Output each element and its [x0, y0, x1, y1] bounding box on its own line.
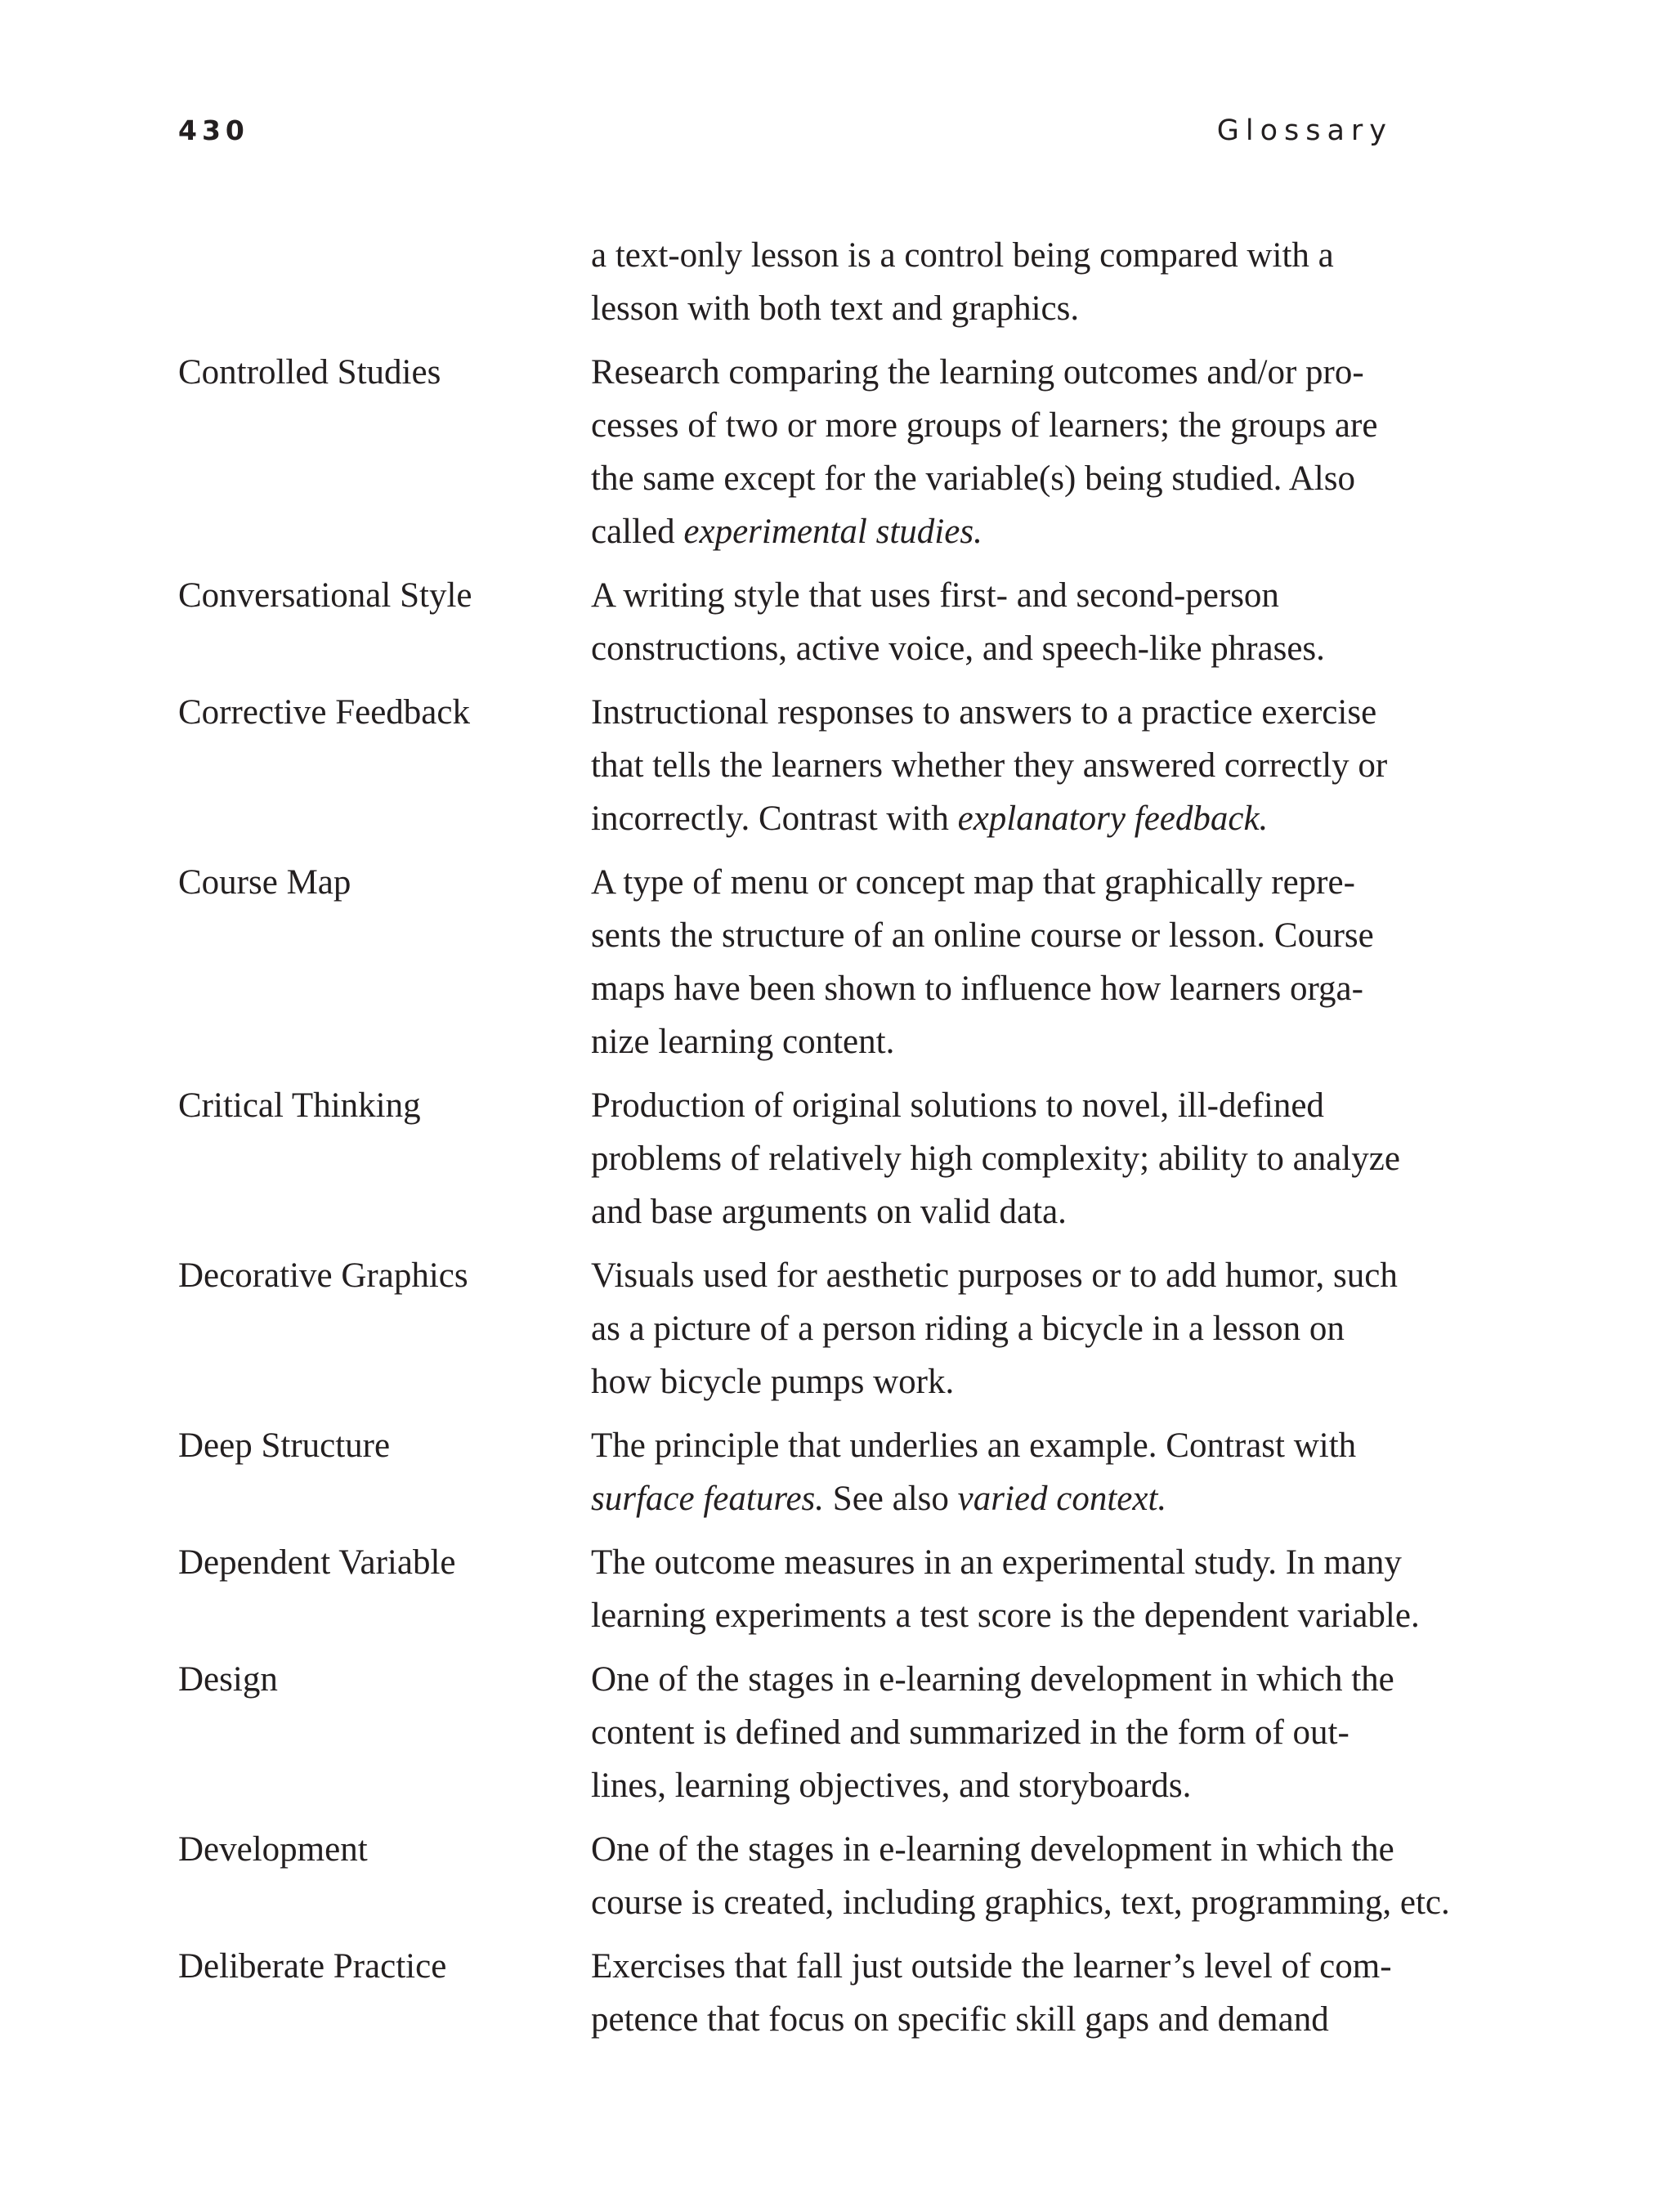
definition-text: See also	[824, 1480, 958, 1518]
glossary-definition	[591, 1653, 1396, 1812]
glossary-entry	[178, 1653, 1396, 1812]
glossary-entry	[178, 1823, 1450, 1929]
definition-text: A type of menu or concept map that graphically repre-	[591, 863, 1355, 902]
glossary-term: Development	[178, 1830, 368, 1869]
definition-text: Research comparing the learning outcomes and/or pro-	[591, 353, 1364, 392]
definition-line	[591, 1759, 1396, 1812]
glossary-term: Deliberate Practice	[178, 1947, 447, 1986]
definition-line	[591, 739, 1396, 792]
definition-text: called	[591, 513, 684, 551]
glossary-term: Critical Thinking	[178, 1086, 421, 1125]
glossary-definition	[591, 229, 1396, 335]
page-number: 430	[178, 114, 249, 146]
italic-text: surface features.	[591, 1480, 825, 1518]
definition-line	[591, 1355, 1396, 1408]
definition-text: A writing style that uses first- and second-person	[591, 576, 1279, 615]
italic-text: varied context.	[957, 1480, 1167, 1518]
definition-line	[591, 1419, 1396, 1472]
definition-line	[591, 1536, 1402, 1589]
glossary-term: Corrective Feedback	[178, 693, 470, 732]
glossary-entry	[178, 1940, 1396, 2046]
definition-line	[591, 1079, 1396, 1132]
definition-line	[591, 569, 1396, 622]
glossary-definition	[591, 569, 1396, 675]
definition-text: lines, learning objectives, and storyboards.	[591, 1766, 1192, 1805]
definition-line	[591, 856, 1396, 909]
definition-text: One of the stages in e-learning development in which the	[591, 1830, 1394, 1869]
glossary-definition	[591, 1536, 1420, 1642]
definition-text: The principle that underlies an example. Contrast with	[591, 1426, 1357, 1465]
glossary-definition	[591, 1419, 1396, 1525]
glossary-definition	[591, 1940, 1396, 2046]
definition-text: Production of original solutions to novel, ill-defined	[591, 1086, 1324, 1125]
glossary-term: Design	[178, 1660, 278, 1699]
glossary-entry	[178, 1249, 1396, 1408]
definition-line	[591, 1249, 1396, 1302]
glossary-definition	[591, 1079, 1400, 1238]
definition-text: sents the structure of an online course or lesson. Course	[591, 916, 1374, 955]
glossary-term: Dependent Variable	[178, 1543, 456, 1582]
definition-text: Visuals used for aesthetic purposes or to add humor, such	[591, 1256, 1398, 1295]
glossary-term: Decorative Graphics	[178, 1256, 468, 1295]
definition-line	[591, 1653, 1396, 1706]
glossary-entry	[178, 346, 1396, 558]
glossary-entry	[178, 686, 1396, 845]
definition-text: incorrectly. Contrast with	[591, 799, 958, 838]
definition-line	[591, 282, 1396, 335]
definition-line	[591, 1940, 1396, 1993]
definition-line	[591, 1823, 1396, 1876]
glossary-definition	[591, 1249, 1396, 1408]
definition-text: One of the stages in e-learning development in which the	[591, 1660, 1394, 1699]
definition-line	[591, 792, 1396, 845]
definition-line	[591, 1132, 1400, 1185]
definition-line	[591, 346, 1396, 399]
glossary-entry	[178, 856, 1396, 1068]
glossary-term: Course Map	[178, 863, 351, 902]
definition-text: cesses of two or more groups of learners; the groups are	[591, 406, 1378, 445]
glossary-entry	[178, 1419, 1396, 1525]
definition-text: constructions, active voice, and speech-like phrases.	[591, 629, 1325, 668]
running-head: Glossary	[1216, 114, 1393, 147]
definition-line	[591, 1993, 1396, 2046]
definition-line	[591, 1876, 1450, 1929]
definition-line	[591, 1589, 1420, 1642]
definition-text: maps have been shown to influence how learners orga-	[591, 969, 1363, 1008]
definition-text: as a picture of a person riding a bicycle in a lesson on	[591, 1310, 1345, 1348]
definition-text: that tells the learners whether they answered correctly or	[591, 746, 1388, 785]
definition-text: problems of relatively high complexity; ability to analyze	[591, 1140, 1400, 1178]
glossary-definition	[591, 856, 1396, 1068]
definition-text: content is defined and summarized in the form of out-	[591, 1713, 1349, 1752]
definition-text: lesson with both text and graphics.	[591, 289, 1080, 328]
definition-line	[591, 1706, 1396, 1759]
definition-text: a text-only lesson is a control being compared with a	[591, 236, 1334, 275]
definition-text: Exercises that fall just outside the learner’s level of com-	[591, 1947, 1392, 1986]
glossary-term: Deep Structure	[178, 1426, 391, 1465]
glossary-definition	[591, 346, 1396, 558]
italic-text: experimental studies.	[683, 513, 982, 551]
definition-line	[591, 229, 1396, 282]
definition-line	[591, 399, 1396, 452]
glossary-entry	[178, 1536, 1420, 1642]
definition-text: nize learning content.	[591, 1023, 895, 1061]
definition-line	[591, 1472, 1396, 1525]
definition-text: how bicycle pumps work.	[591, 1363, 955, 1401]
glossary-entries	[178, 229, 1450, 2057]
definition-text: Instructional responses to answers to a practice exercise	[591, 693, 1377, 732]
definition-line	[591, 505, 1396, 558]
definition-line	[591, 1015, 1396, 1068]
definition-line	[591, 909, 1396, 962]
definition-line	[591, 686, 1396, 739]
definition-text: the same except for the variable(s) being studied. Also	[591, 459, 1355, 498]
glossary-term: Controlled Studies	[178, 353, 441, 392]
definition-text: petence that focus on specific skill gaps and demand	[591, 2000, 1329, 2039]
glossary-entry	[178, 229, 1396, 335]
definition-line	[591, 452, 1396, 505]
definition-text: learning experiments a test score is the dependent variable.	[591, 1596, 1420, 1635]
definition-text: and base arguments on valid data.	[591, 1193, 1067, 1231]
definition-line	[591, 622, 1396, 675]
glossary-definition	[591, 1823, 1450, 1929]
italic-text: explanatory feedback.	[957, 799, 1269, 838]
definition-line	[591, 1302, 1396, 1355]
glossary-definition	[591, 686, 1396, 845]
glossary-term: Conversational Style	[178, 576, 472, 615]
definition-text: course is created, including graphics, text, programming, etc.	[591, 1883, 1450, 1922]
definition-text: The outcome measures in an experimental study. In many	[591, 1543, 1402, 1582]
glossary-entry	[178, 1079, 1400, 1238]
definition-line	[591, 962, 1396, 1015]
definition-line	[591, 1185, 1396, 1238]
glossary-entry	[178, 569, 1396, 675]
